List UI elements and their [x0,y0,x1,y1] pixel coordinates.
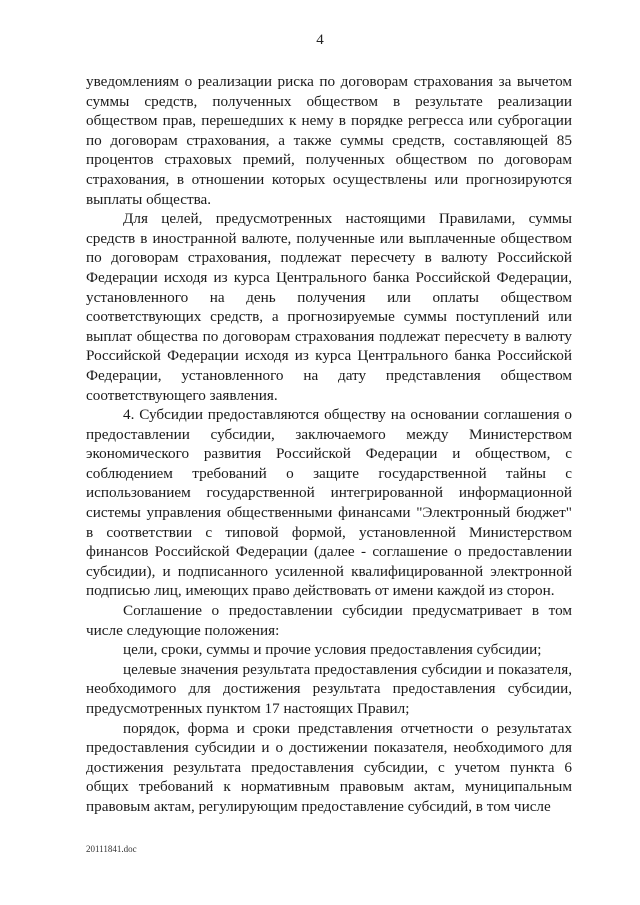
paragraph-continuation: уведомлениям о реализации риска по договорам страхования за вычетом суммы средств, полученных обществом в результате реализации обществом прав, перешедших к нему в порядке регресса или суброгации по договорам страхования, а также суммы средств, составляющей 85 процентов страховых премий, полученных обществом по договорам страхования, в отношении которых осуществлены или прогнозируются выплаты общества. [86,73,572,208]
paragraph-agreement-intro: Соглашение о предоставлении субсидии предусматривает в том числе следующие положения: [86,602,572,639]
footer-filename: 20111841.doc [86,844,137,854]
document-body [86,72,572,817]
paragraph-reporting: порядок, форма и сроки представления отчетности о результатах предоставления субсидии и о достижении показателя, необходимого для достижения результата предоставления субсидии, с учетом пункта 6 общих требований к нормативным правовым актам, муниципальным правовым актам, регулирующим предоставление субсидий, в том числе [86,719,572,815]
paragraph-target-values: целевые значения результата предоставления субсидии и показателя, необходимого для достижения результата предоставления субсидии, предусмотренных пунктом 17 настоящих Правил; [86,660,572,717]
paragraph-currency-conversion: Для целей, предусмотренных настоящими Правилами, суммы средств в иностранной валюте, полученные или выплаченные обществом по договорам страхования, подлежат пересчету в валюту Российской Федерации исходя из курса Центрального банка Российской Федерации, установленного на день получения или оплаты обществом соответствующих средств, а прогнозируемые суммы поступлений или выплат общества по договорам страхования подлежат пересчету в валюту Российской Федерации исходя из курса Центрального банка Российской Федерации, установленного на дату представления обществом соответствующего заявления. [86,210,572,404]
paragraph-item-4: 4. Субсидии предоставляются обществу на основании соглашения о предоставлении субсидии, заключаемого между Министерством экономического развития Российской Федерации и обществом, с соблюдением требований о защите государственной тайны с использованием государственной интегрированной информационной системы управления общественными финансами "Электронный бюджет" в соответствии с типовой формой, установленной Министерством финансов Российской Федерации (далее - соглашение о предоставлении субсидии), и подписанного усиленной квалифицированной электронной подписью лиц, имеющих право действовать от имени каждой из сторон. [86,406,572,600]
page-number: 4 [316,32,324,48]
paragraph-goals: цели, сроки, суммы и прочие условия предоставления субсидии; [123,641,542,659]
